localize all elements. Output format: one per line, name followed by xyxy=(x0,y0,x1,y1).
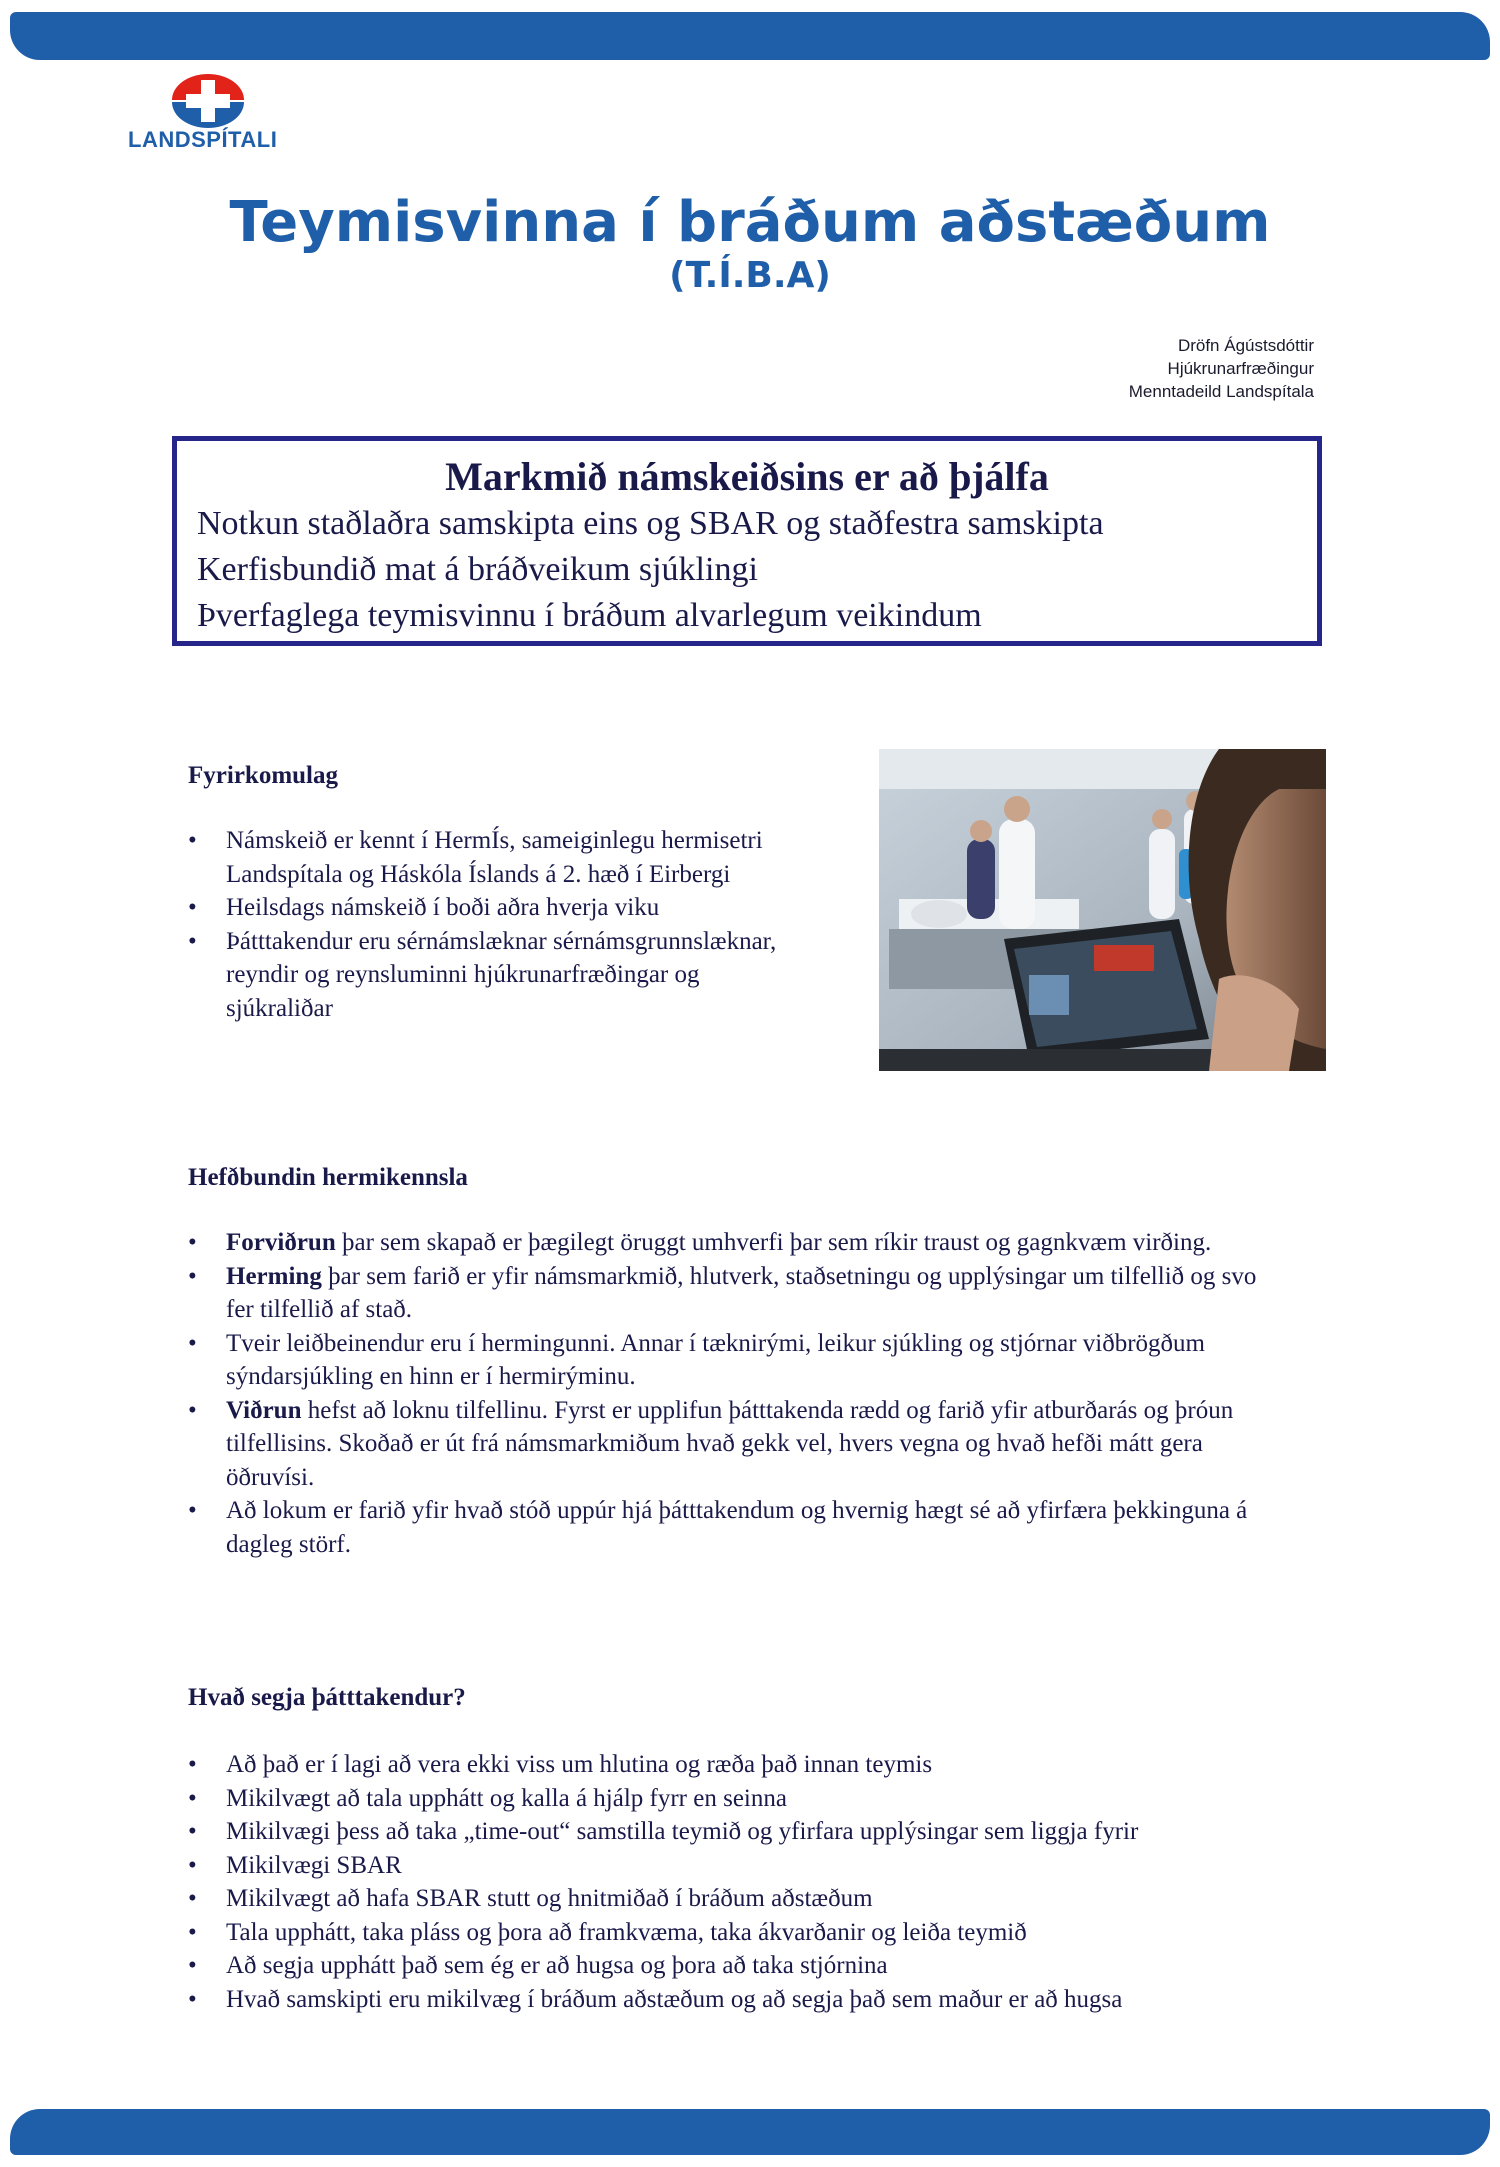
simulation-heading: Hefðbundin hermikennsla xyxy=(188,1164,468,1191)
simulation-room-photo-icon xyxy=(879,749,1326,1071)
author-department: Menntadeild Landspítala xyxy=(1128,382,1314,401)
goal-item: Notkun staðlaðra samskipta eins og SBAR og staðfestra samskipta xyxy=(197,505,1104,542)
list-item: • Þátttakendur eru sérnámslæknar sérnámsgrunnslæknar, reyndir og reynsluminni hjúkrunarfræðingar og sjúkraliðar xyxy=(188,925,788,1026)
list-item-bold: Herming xyxy=(226,1262,322,1290)
list-item-text: hefst að loknu tilfellinu. Fyrst er upplifun þátttakenda rædd og farið yfir atburðarás og þróun tilfellisins. Skoðað er út frá námsmarkmiðum hvað gekk vel, hvers vegna og hvað hefði mátt gera öðruvísi. xyxy=(226,1396,1234,1491)
logo-text: LANDSPÍTALI xyxy=(128,127,278,152)
list-item-bold: Viðrun xyxy=(226,1396,302,1424)
list-item: • Mikilvægt að hafa SBAR stutt og hnitmiðað í bráðum aðstæðum xyxy=(188,1882,1338,1916)
list-item-text: þar sem farið er yfir námsmarkmið, hlutverk, staðsetningu og upplýsingar um tilfellið og svo fer tilfellið af stað. xyxy=(226,1262,1257,1323)
list-item-text: Tveir leiðbeinendur eru í hermingunni. Annar í tæknirými, leikur sjúkling og stjórnar viðbrögðum sýndarsjúkling en hinn er í hermirýminu. xyxy=(226,1329,1206,1390)
list-item: • Tala upphátt, taka pláss og þora að framkvæma, taka ákvarðanir og leiða teymið xyxy=(188,1916,1338,1950)
goals-title: Markmið námskeiðsins er að þjálfa xyxy=(445,454,1049,499)
arrangement-heading: Fyrirkomulag xyxy=(188,762,338,789)
page-title: Teymisvinna í bráðum aðstæðum xyxy=(229,190,1271,255)
list-item-text: Að lokum er farið yfir hvað stóð uppúr hjá þátttakendum og hvernig hægt sé að yfirfæra þekkinguna á dagleg störf. xyxy=(226,1497,1248,1558)
list-item: • Heilsdags námskeið í boði aðra hverja viku xyxy=(188,891,788,925)
list-item xyxy=(188,1494,1288,1561)
list-item-text: þar sem skapað er þægilegt öruggt umhverfi þar sem ríkir traust og gagnkvæm virðing. xyxy=(335,1229,1212,1256)
list-item: • Hvað samskipti eru mikilvæg í bráðum aðstæðum og að segja það sem maður er að hugsa xyxy=(188,1983,1338,2017)
list-item: • Að segja upphátt það sem ég er að hugsa og þora að taka stjórnina xyxy=(188,1949,1338,1983)
simulation-list xyxy=(188,1226,1288,1561)
course-goals-box xyxy=(172,436,1322,646)
participants-list xyxy=(188,1748,1338,2016)
list-item-bold: Forviðrun xyxy=(226,1229,336,1256)
list-item xyxy=(188,1260,1288,1327)
bottom-banner xyxy=(10,2109,1490,2155)
goal-item: Þverfaglega teymisvinnu í bráðum alvarlegum veikindum xyxy=(197,597,982,634)
author-name: Dröfn Ágústsdóttir xyxy=(1177,336,1314,355)
goal-item: Kerfisbundið mat á bráðveikum sjúklingi xyxy=(197,551,758,588)
top-banner xyxy=(10,12,1490,60)
list-item xyxy=(188,1226,1288,1260)
list-item: • Að það er í lagi að vera ekki viss um hlutina og ræða það innan teymis xyxy=(188,1748,1338,1782)
list-item xyxy=(188,1327,1288,1394)
list-item: • Mikilvægi SBAR xyxy=(188,1849,1338,1883)
list-item: • Mikilvægi þess að taka „time-out“ samstilla teymið og yfirfara upplýsingar sem liggja fyrir xyxy=(188,1815,1338,1849)
list-item: • Námskeið er kennt í HermÍs, sameiginlegu hermisetri Landspítala og Háskóla Íslands á 2. hæð í Eirbergi xyxy=(188,824,788,891)
author-block xyxy=(1129,334,1314,403)
page-subtitle: (T.Í.B.A) xyxy=(669,255,831,296)
list-item: • Mikilvægt að tala upphátt og kalla á hjálp fyrr en seinna xyxy=(188,1782,1338,1816)
participants-heading: Hvað segja þátttakendur? xyxy=(188,1684,466,1711)
arrangement-list xyxy=(188,824,788,1025)
author-role: Hjúkrunarfræðingur xyxy=(1167,359,1314,378)
list-item xyxy=(188,1394,1288,1495)
